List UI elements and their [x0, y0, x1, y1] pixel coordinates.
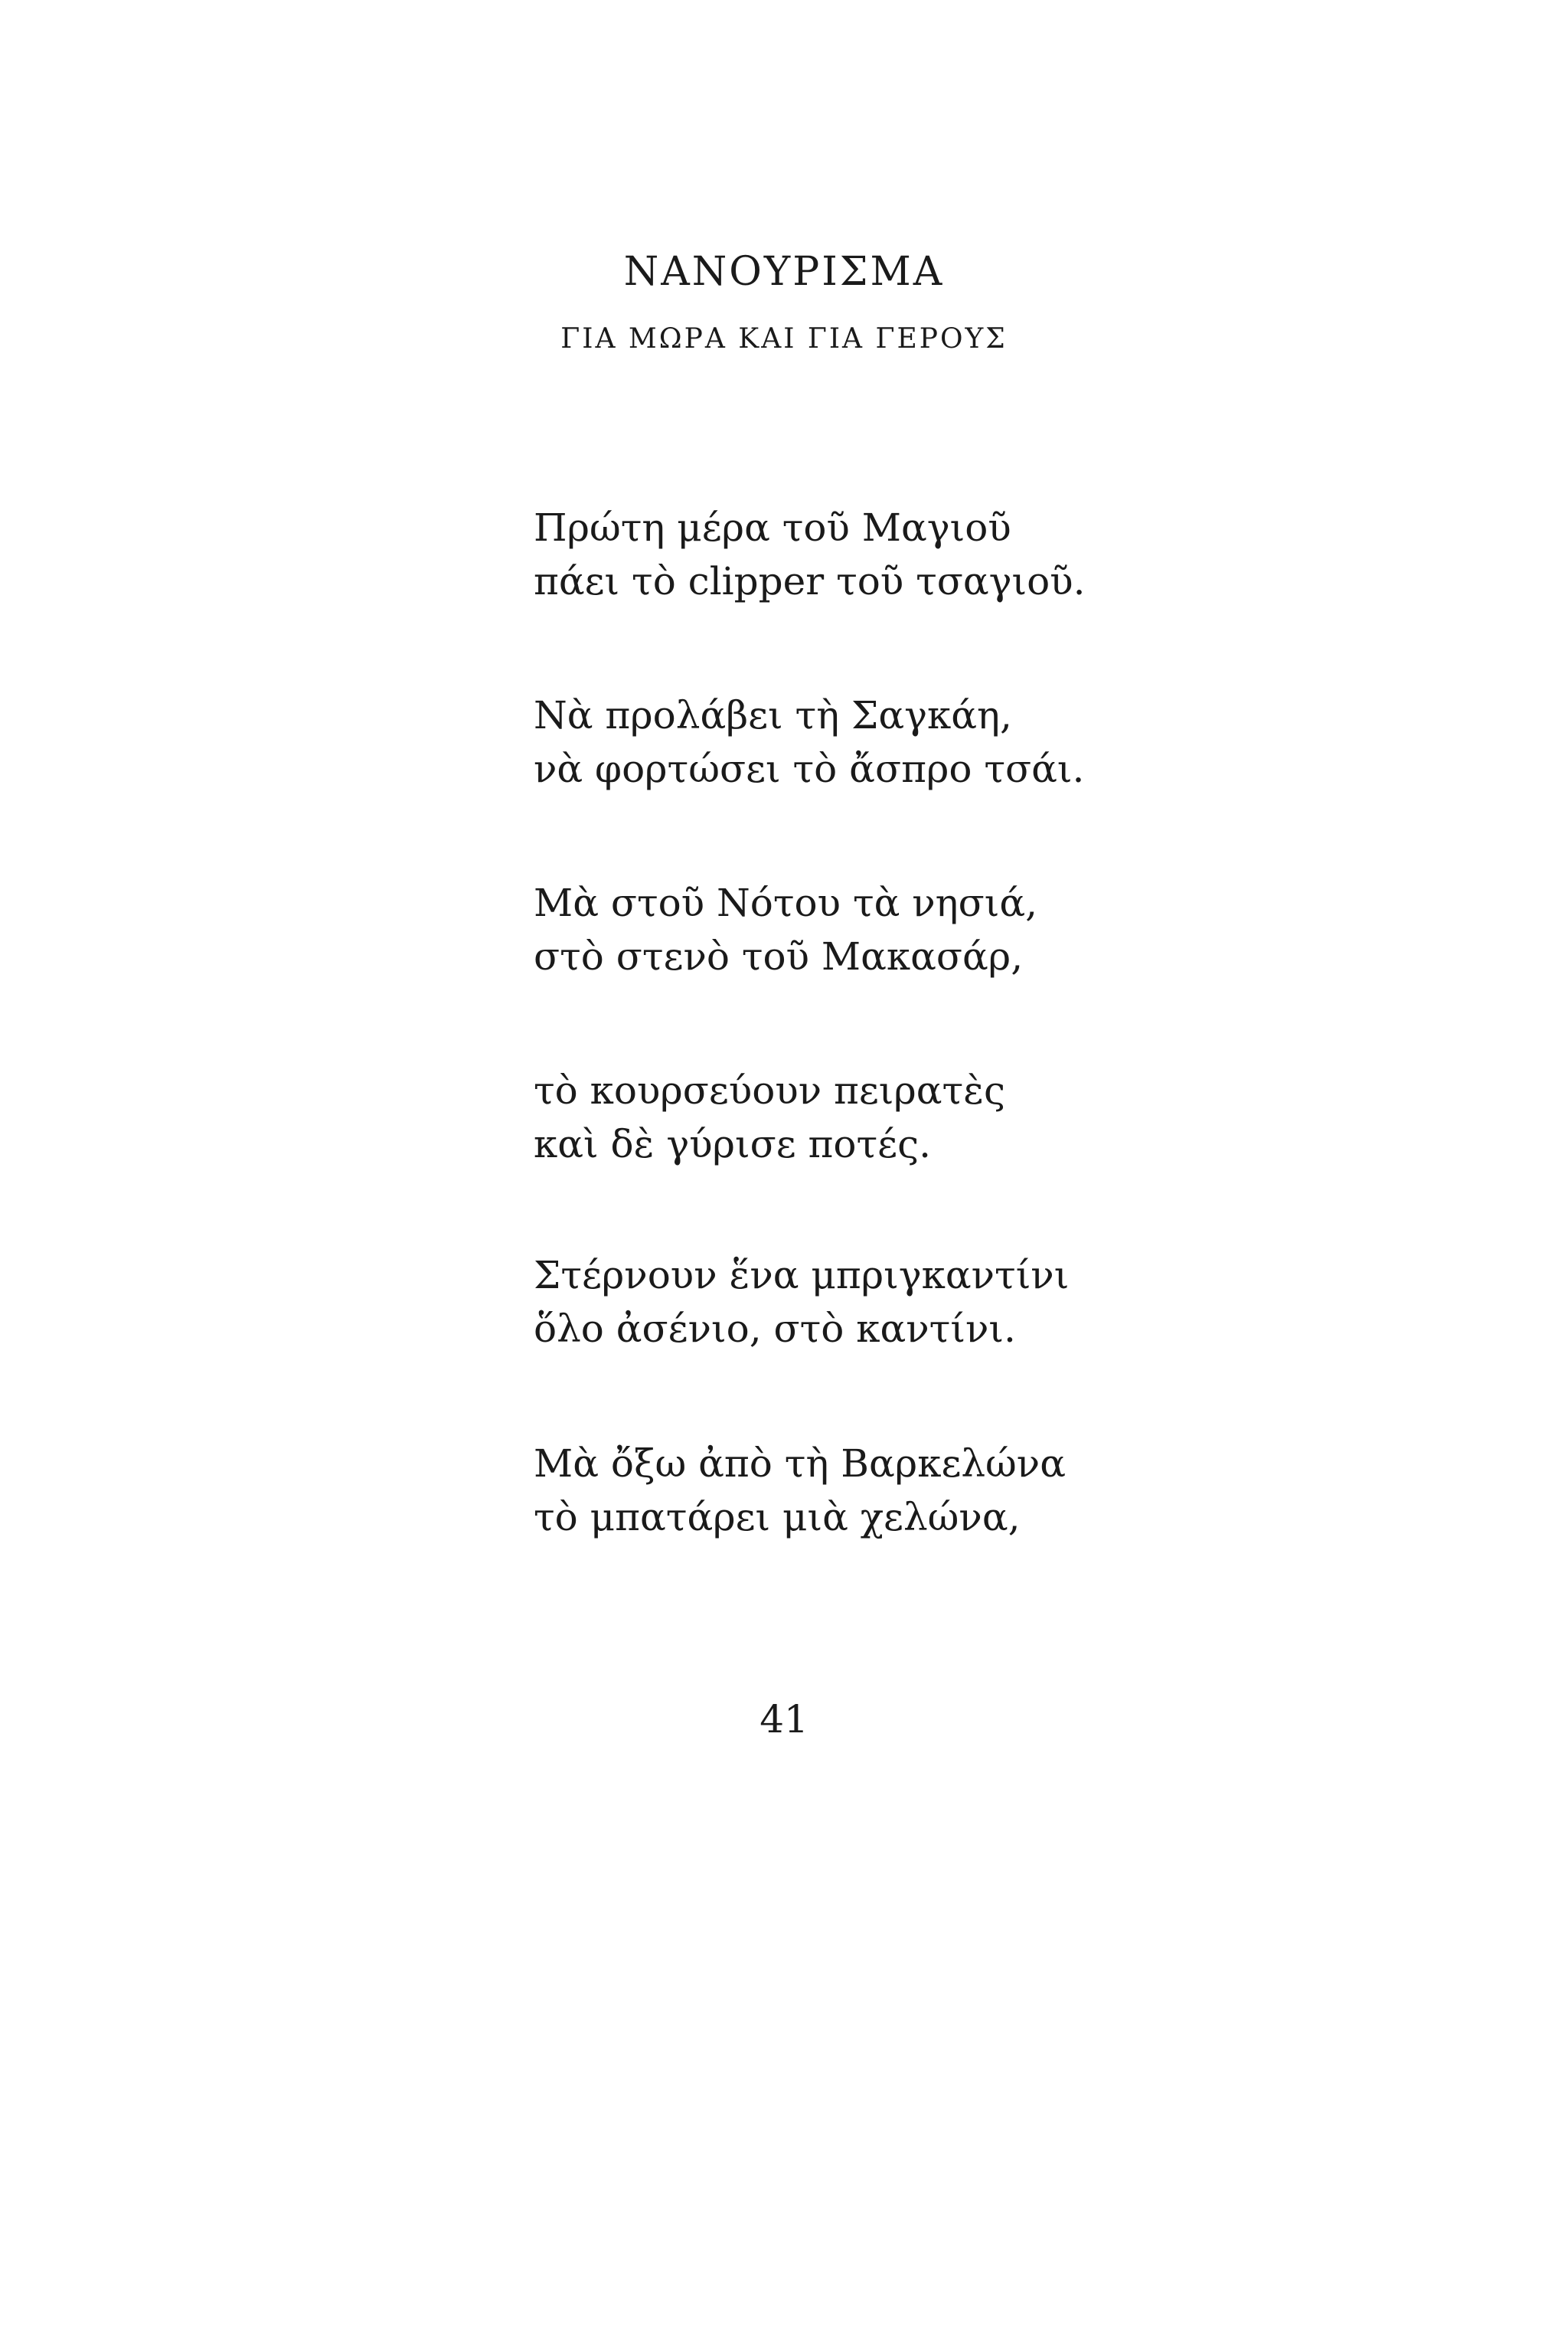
- poem-subtitle: ΓΙΑ ΜΩΡΑ ΚΑΙ ΓΙΑ ΓΕΡΟΥΣ: [560, 323, 1008, 355]
- stanza-2: [534, 688, 1529, 796]
- verse-line: Στέρνουν ἕνα μπριγκαντίνι: [534, 1253, 1070, 1297]
- verse-line: Μὰ στοῦ Νότου τὰ νησιά,: [534, 881, 1038, 925]
- verse-line: ὅλο ἀσένιο, στὸ καντίνι.: [534, 1307, 1016, 1351]
- verse-line: Μὰ ὄξω ἀπὸ τὴ Βαρκελώνα: [534, 1441, 1066, 1486]
- verse-line: Νὰ προλάβει τὴ Σαγκάη,: [534, 693, 1012, 738]
- stanza-6: [534, 1437, 1529, 1544]
- verse-line: καὶ δὲ γύρισε ποτές.: [534, 1122, 931, 1166]
- verse-line: τὸ μπατάρει μιὰ χελώνα,: [534, 1495, 1021, 1539]
- stanza-1: [534, 501, 1529, 608]
- verse-line: νὰ φορτώσει τὸ ἄσπρο τσάι.: [534, 747, 1085, 791]
- verse-line: πάει τὸ clipper τοῦ τσαγιοῦ.: [534, 559, 1086, 603]
- stanza-4: [534, 1064, 1529, 1171]
- verse-line: Πρώτη μέρα τοῦ Μαγιοῦ: [534, 505, 1011, 550]
- stanza-5: [534, 1248, 1529, 1356]
- page-number: 41: [760, 1697, 808, 1742]
- poem-title: ΝΑΝΟΥΡΙΣΜΑ: [623, 249, 945, 295]
- verse-line: τὸ κουρσεύουν πειρατὲς: [534, 1068, 1006, 1113]
- verse-line: στὸ στενὸ τοῦ Μακασάρ,: [534, 934, 1024, 979]
- stanza-3: [534, 876, 1529, 983]
